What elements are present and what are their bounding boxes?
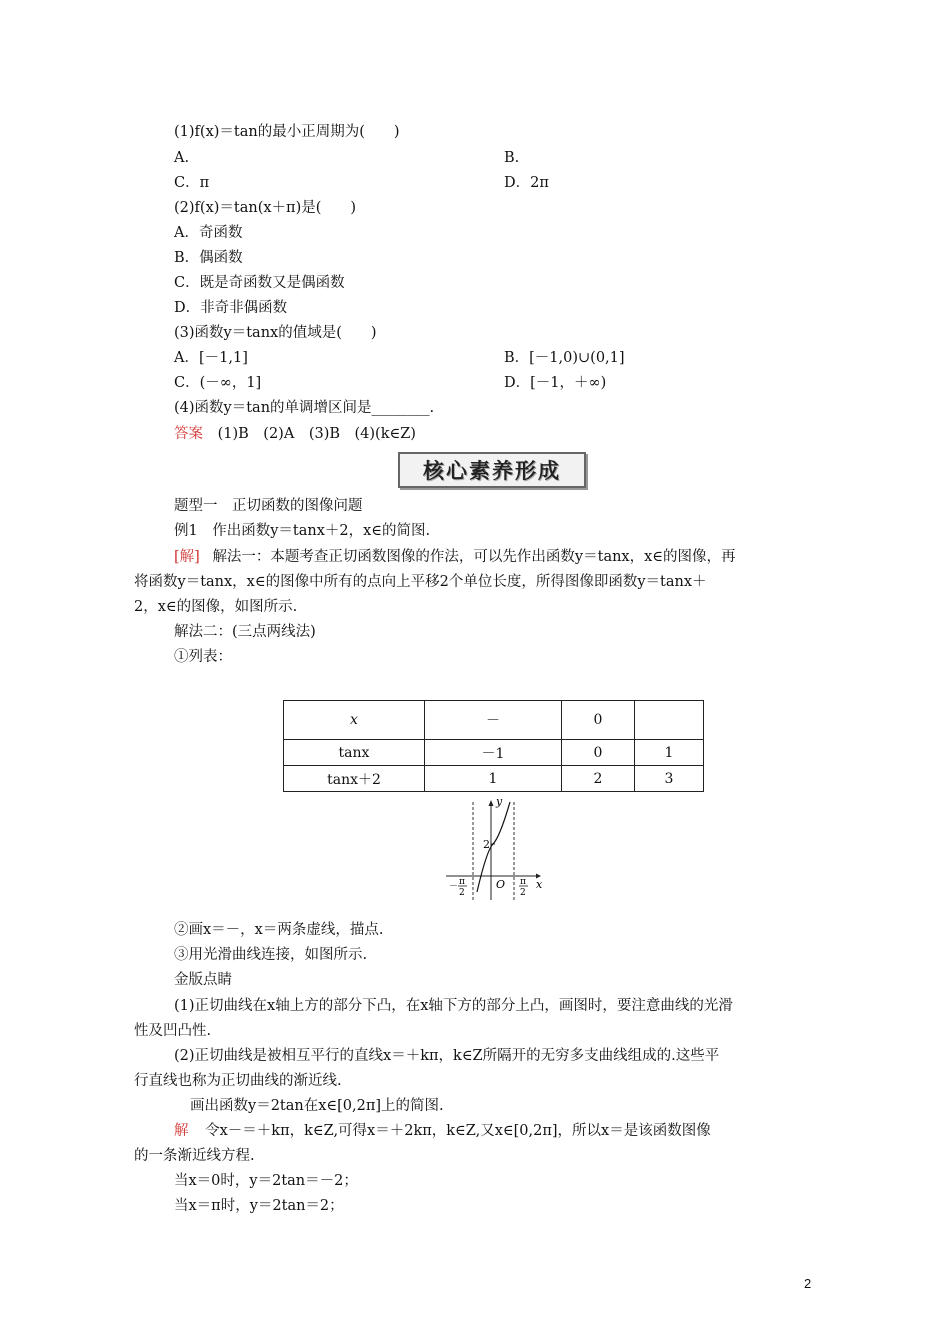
type-title: 题型一 正切函数的图像问题: [174, 498, 363, 514]
method2-title: 解法二：(三点两线法): [174, 624, 316, 640]
table-cell: －: [425, 701, 562, 740]
q2-option-d: D．非奇非偶函数: [174, 300, 288, 316]
x-axis-label: x: [536, 878, 543, 891]
table-cell: [635, 701, 704, 740]
q1-option-a: A.: [174, 150, 190, 166]
neg-tick-sign: －: [449, 882, 459, 892]
table-cell: x: [284, 701, 425, 740]
solution-label: [解]: [174, 549, 200, 565]
method1-text-3: 2，x∈的图像，如图所示.: [134, 599, 298, 615]
neg-tick-denominator: 2: [459, 888, 465, 898]
q3-stem: (3)函数y＝tanx的值域是( ): [174, 325, 377, 341]
origin-label: O: [496, 878, 506, 891]
pos-tick-denominator: 2: [520, 888, 526, 898]
q3-option-b: B．[－1,0)∪(0,1]: [504, 350, 625, 366]
note-1-line-2: 性及凹凸性.: [134, 1023, 212, 1039]
note-2-line-2: 行直线也称为正切曲线的渐近线.: [134, 1073, 342, 1089]
table-cell: tanx: [284, 740, 425, 766]
method1-text-1: 解法一：本题考查正切函数图像的作法，可以先作出函数y＝tanx，x∈的图像，再: [212, 549, 736, 565]
y-axis-label: y: [496, 796, 503, 808]
q1-stem: (1)f(x)＝tan的最小正周期为( ): [174, 124, 400, 140]
table-cell: 2: [562, 766, 635, 792]
q3-option-d: D．[－1，＋∞): [504, 375, 607, 391]
practice-line-1: [174, 1121, 711, 1141]
q1-option-b: B.: [504, 150, 520, 166]
notes-title: 金版点睛: [174, 972, 232, 988]
note-1-line-1: (1)正切曲线在x轴上方的部分下凸，在x轴下方的部分上凸，画图时，要注意曲线的光滑: [174, 998, 733, 1014]
table-cell: 1: [425, 766, 562, 792]
q2-option-b: B．偶函数: [174, 250, 243, 266]
section-banner-text: 核心素养形成: [423, 459, 561, 483]
table-cell: －1: [425, 740, 562, 766]
practice-text-4: 当x＝π时，y＝2tan＝2；: [174, 1198, 344, 1214]
answer-line: [174, 424, 416, 444]
step-3: ③用光滑曲线连接，如图所示.: [174, 947, 368, 963]
y-tick-label: 2: [483, 838, 490, 851]
tangent-curve: [477, 802, 510, 892]
table-cell: tanx＋2: [284, 766, 425, 792]
practice-text-3: 当x＝0时，y＝2tan＝－2；: [174, 1173, 358, 1189]
q2-option-a: A．奇函数: [174, 225, 243, 241]
q3-option-a: A．[－1,1]: [174, 350, 248, 366]
pos-tick-numerator: π: [520, 877, 526, 887]
table-row: [284, 740, 704, 766]
table-row: [284, 701, 704, 740]
section-banner: [398, 452, 586, 488]
y-axis-arrow: [489, 800, 494, 806]
q2-stem: (2)f(x)＝tan(x＋π)是( ): [174, 200, 357, 216]
solution-line-1: [174, 547, 736, 567]
answer-label: 答案: [174, 426, 203, 442]
tangent-graph: [440, 796, 544, 904]
practice-text-1: 令x－＝＋kπ，k∈Z,可得x＝＋2kπ，k∈Z,又x∈[0,2π]，所以x＝是该函数图像: [205, 1123, 711, 1139]
table-row: [284, 766, 704, 792]
answer-text: (1)B (2)A (3)B (4)(k∈Z): [217, 426, 416, 442]
example-title: 例1 作出函数y＝tanx＋2，x∈的简图.: [174, 523, 431, 539]
table-cell: 0: [562, 740, 635, 766]
practice-solution-label: 解: [174, 1123, 189, 1139]
note-2-line-1: (2)正切曲线是被相互平行的直线x＝＋kπ，k∈Z所隔开的无穷多支曲线组成的.这些平: [174, 1048, 720, 1064]
step-1: ①列表：: [174, 649, 232, 665]
q1-option-d: D．2π: [504, 175, 549, 191]
q2-option-c: C．既是奇函数又是偶函数: [174, 275, 345, 291]
table-cell: 0: [562, 701, 635, 740]
table-cell: 1: [635, 740, 704, 766]
neg-tick-numerator: π: [459, 877, 465, 887]
q1-option-c: C．π: [174, 175, 210, 191]
practice-text-2: 的一条渐近线方程.: [134, 1148, 255, 1164]
value-table: [283, 700, 704, 792]
table-cell: 3: [635, 766, 704, 792]
step-2: ②画x＝－，x＝两条虚线，描点.: [174, 922, 384, 938]
method1-text-2: 将函数y＝tanx，x∈的图像中所有的点向上平移2个单位长度，所得图像即函数y＝tanx＋: [134, 574, 707, 590]
page-number: 2: [804, 1276, 812, 1291]
practice-stem: 画出函数y＝2tan在x∈[0,2π]上的简图.: [190, 1098, 444, 1114]
q3-option-c: C．(－∞，1]: [174, 375, 262, 391]
q4-stem: (4)函数y＝tan的单调增区间是________.: [174, 400, 435, 416]
